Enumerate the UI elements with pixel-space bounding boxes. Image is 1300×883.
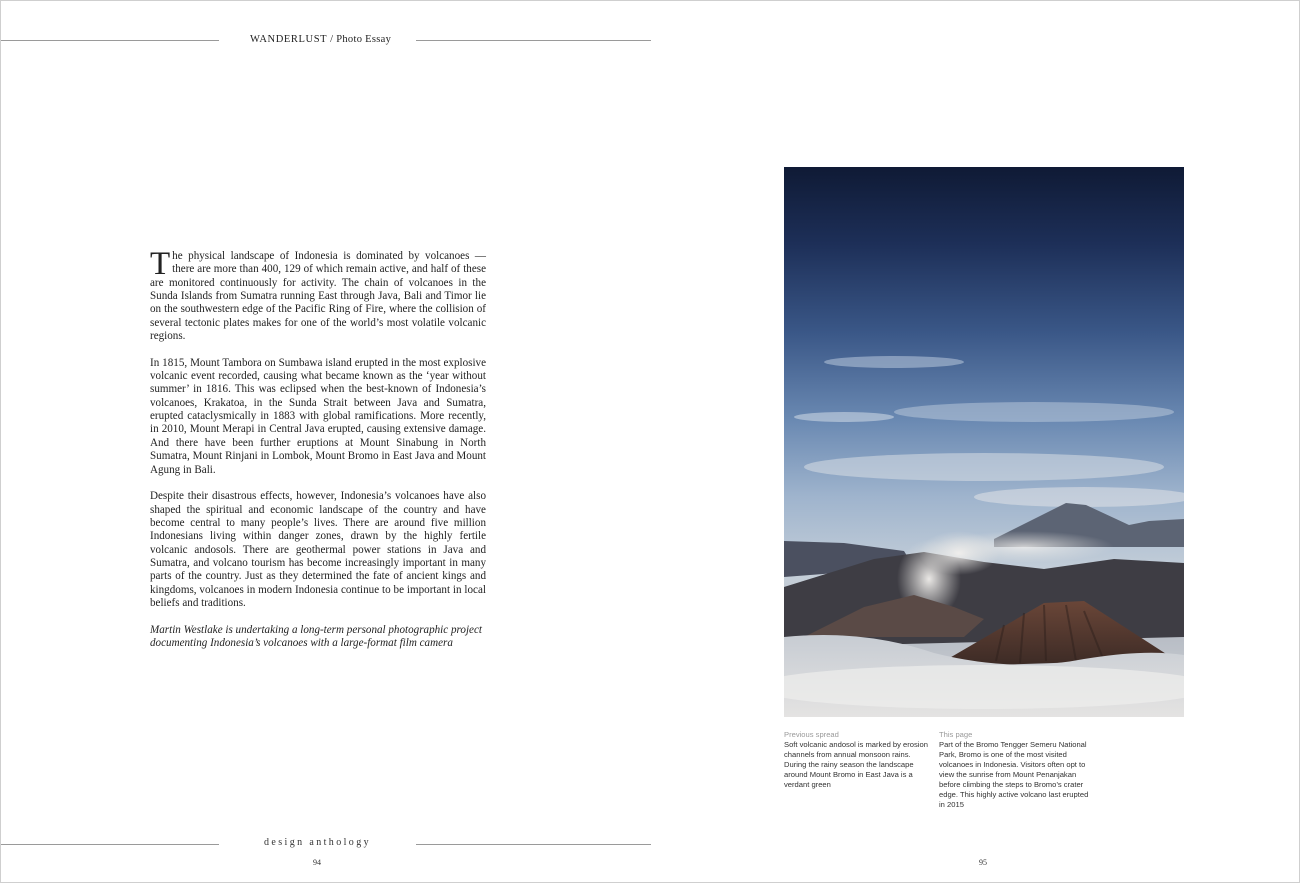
- paragraph-3: Despite their disastrous effects, however, Indonesia’s volcanoes have also shaped the spiritual and economic landscape of the country and have become central to many people’s lives. There are around five million Indonesians living within danger zones, drawn by the highly fertile volcanic andosols. There are geothermal power stations in Java and Sumatra, and volcano tourism has become increasingly important in many parts of the country. Just as they determined the fate of ancient kings and kingdoms, volcanoes in modern Indonesia continue to be important in local beliefs and traditions.: [150, 490, 486, 609]
- cloud-wisp: [974, 487, 1184, 507]
- caption-previous-spread: [784, 730, 929, 790]
- cloud-wisp: [794, 412, 894, 422]
- dropcap: T: [150, 246, 171, 282]
- footer-brand: design anthology: [263, 837, 371, 848]
- header-rule-left: [1, 40, 219, 41]
- section-name: / Photo Essay: [327, 34, 392, 45]
- page-number-left: 94: [313, 858, 321, 867]
- caption-text: Soft volcanic andosol is marked by erosion channels from annual monsoon rains. During the rainy season the landscape around Mount Bromo in East Java is a verdant green: [784, 740, 928, 789]
- mist-layer: [784, 665, 1184, 709]
- footer-rule-right: [416, 844, 651, 845]
- photo-illustration: [784, 167, 1184, 717]
- caption-label: This page: [939, 730, 973, 739]
- running-head: [250, 34, 391, 45]
- paragraph-1-text: he physical landscape of Indonesia is dominated by volcanoes — there are more than 400, 129 of which remain active, and half of these are monitored continuously for activity. The chain of volcanoes in the Sunda Islands from Sumatra running East through Java, Bali and Timor lie on the southwestern edge of the Pacific Ring of Fire, where the collision of several tectonic plates makes for one of the world’s most volatile volcanic regions.: [150, 250, 486, 343]
- header-rule-right: [416, 40, 651, 41]
- cloud-wisp: [804, 453, 1164, 481]
- caption-label: Previous spread: [784, 730, 839, 739]
- cloud-wisp: [894, 402, 1174, 422]
- steam-plume: [934, 531, 1114, 563]
- caption-this-page: [939, 730, 1089, 810]
- volcano-landscape-photo: [784, 167, 1184, 717]
- caption-text: Part of the Bromo Tengger Semeru National Park, Bromo is one of the most visited volcanoes in Indonesia. Visitors often opt to view the sunrise from Mount Penanjakan before climbing the steps to Bromo’s crater edge. This highly active volcano last erupted in 2015: [939, 740, 1089, 809]
- paragraph-1: [150, 246, 486, 343]
- page-number-right: 95: [979, 858, 987, 867]
- article-body: [150, 246, 486, 664]
- cloud-wisp: [824, 356, 964, 368]
- paragraph-2: In 1815, Mount Tambora on Sumbawa island erupted in the most explosive volcanic event recorded, causing what became known as the ‘year without summer’ in 1816. This was eclipsed when the best-known of Indonesia’s volcanoes, Krakatoa, in the Sunda Strait between Java and Sumatra, erupted cataclysmically in 1883 with global ramifications. More recently, in 2010, Mount Merapi in Central Java erupted, causing extensive damage. And there have been further eruptions at Mount Sinabung in North Sumatra, Mount Rinjani in Lombok, Mount Bromo in East Java and Mount Agung in Bali.: [150, 356, 486, 476]
- footer-rule-left: [1, 844, 219, 845]
- magazine-name: WANDERLUST: [250, 34, 328, 45]
- photographer-credit: Martin Westlake is undertaking a long-term personal photographic project documenting Indonesia’s volcanoes with a large-format film camera: [150, 623, 482, 649]
